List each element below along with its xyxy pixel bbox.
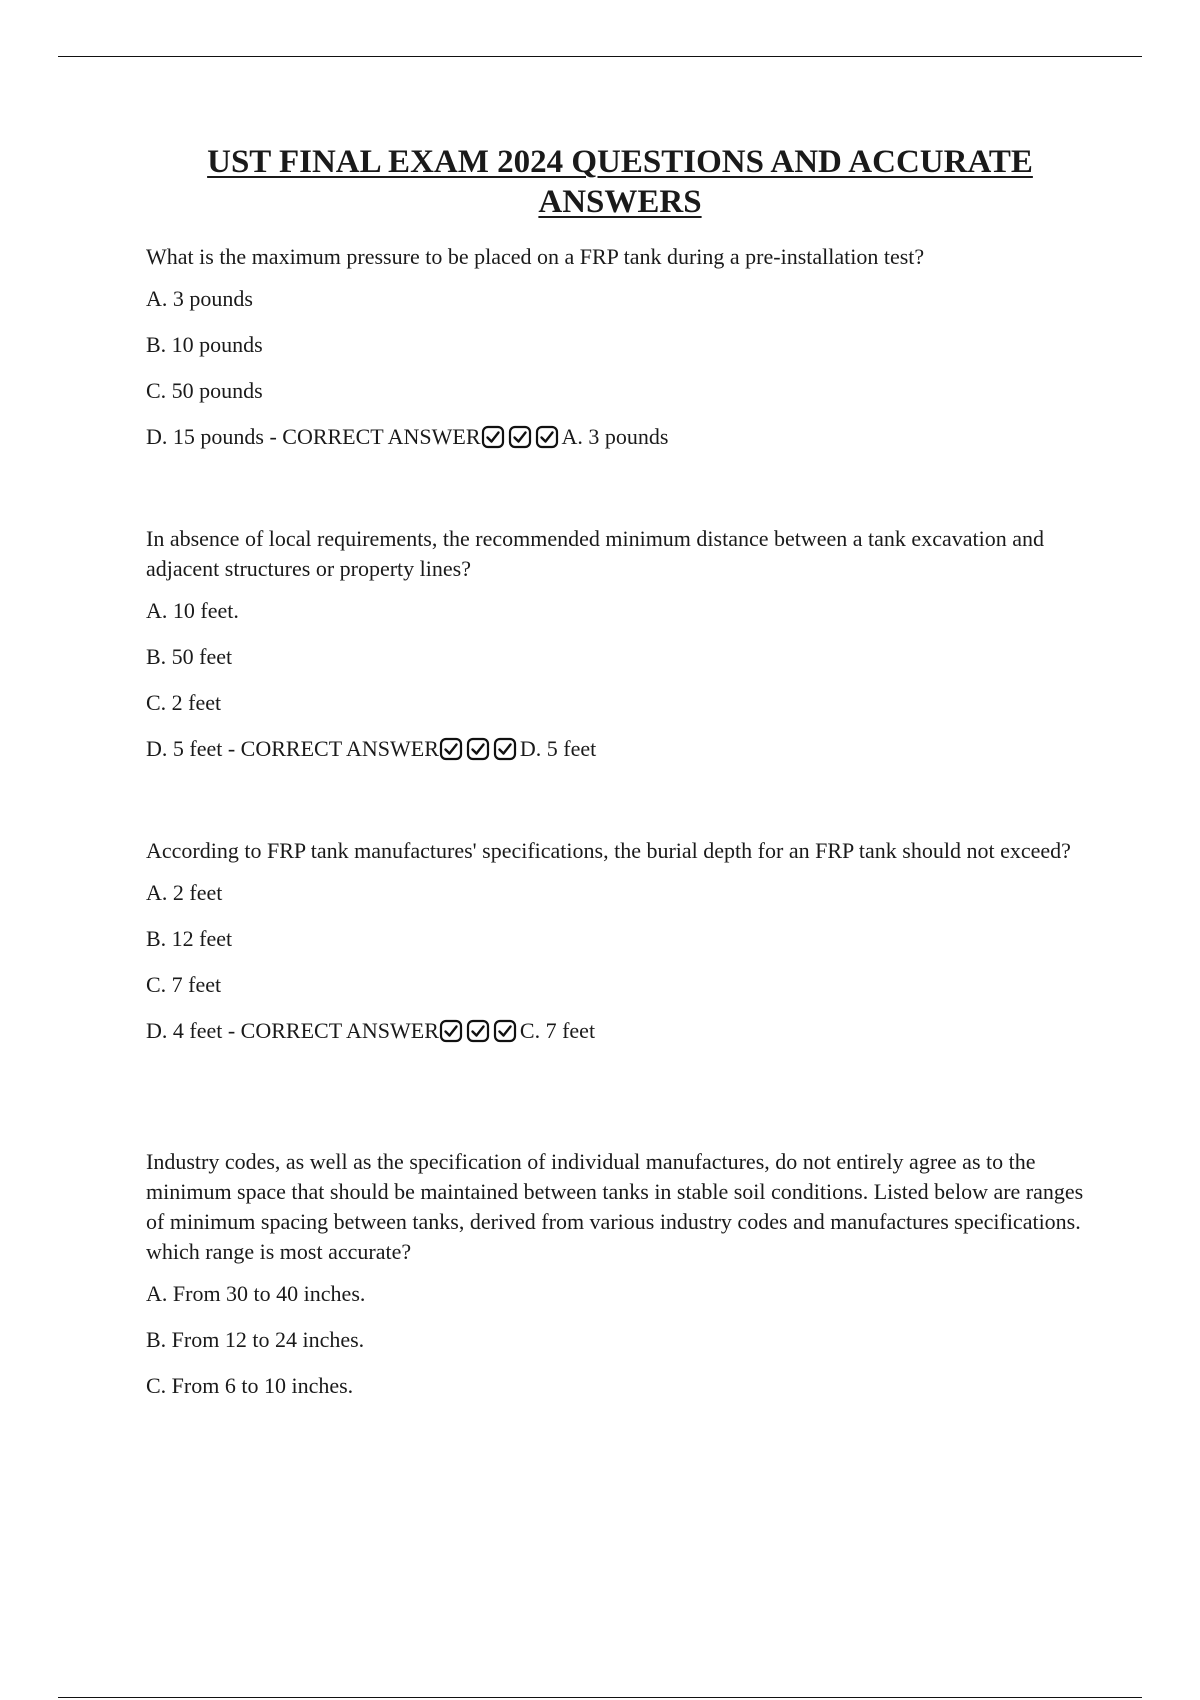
option-d-answer-line [146, 734, 1106, 764]
question-block-4 [146, 1147, 1106, 1401]
checkbox-checked-icon [439, 1019, 463, 1043]
checkbox-checked-icon [508, 425, 532, 449]
question-block-3 [146, 836, 1106, 1046]
checkbox-checked-icon [466, 1019, 490, 1043]
checkbox-checked-icon [493, 1019, 517, 1043]
question-text: What is the maximum pressure to be placed on a FRP tank during a pre-installation test? [146, 244, 925, 269]
option-a: A. From 30 to 40 inches. [146, 1281, 366, 1306]
option-b: B. From 12 to 24 inches. [146, 1327, 365, 1352]
option-d-answer-line [146, 422, 1106, 452]
question-text: According to FRP tank manufactures' specifications, the burial depth for an FRP tank should not exceed? [146, 838, 1071, 863]
correct-answer-text: A. 3 pounds [561, 424, 669, 449]
option-c: C. From 6 to 10 inches. [146, 1373, 354, 1398]
bottom-rule [58, 1697, 1142, 1698]
top-rule [58, 56, 1142, 57]
option-b: B. 50 feet [146, 644, 233, 669]
checkbox-checked-icon [481, 425, 505, 449]
option-d-text: D. 4 feet - CORRECT ANSWER [146, 1018, 439, 1043]
option-a: A. 3 pounds [146, 286, 253, 311]
option-b: B. 12 feet [146, 926, 233, 951]
correct-answer-text: C. 7 feet [519, 1018, 596, 1043]
option-b: B. 10 pounds [146, 332, 263, 357]
checkbox-checked-icon [466, 737, 490, 761]
question-text: In absence of local requirements, the recommended minimum distance between a tank excavation and adjacent structures or property lines? [146, 526, 1044, 581]
question-block-2 [146, 524, 1106, 764]
correct-answer-text: D. 5 feet [519, 736, 597, 761]
option-a: A. 2 feet [146, 880, 223, 905]
checkbox-checked-icon [439, 737, 463, 761]
question-block-1 [146, 242, 1106, 452]
checkbox-checked-icon [535, 425, 559, 449]
checkbox-checked-icon [493, 737, 517, 761]
option-a: A. 10 feet. [146, 598, 239, 623]
option-c: C. 50 pounds [146, 378, 263, 403]
option-d-answer-line [146, 1016, 1106, 1046]
option-c: C. 2 feet [146, 690, 222, 715]
option-d-text: D. 5 feet - CORRECT ANSWER [146, 736, 439, 761]
page-title: UST FINAL EXAM 2024 QUESTIONS AND ACCURATE ANSWERS [207, 144, 1033, 220]
option-c: C. 7 feet [146, 972, 222, 997]
question-text: Industry codes, as well as the specification of individual manufactures, do not entirely agree as to the minimum space that should be maintained between tanks in stable soil conditions. Listed below are ranges of minimum spacing between tanks, derived from various industry codes and manufactures specifications. which range is most accurate? [146, 1149, 1084, 1264]
option-d-text: D. 15 pounds - CORRECT ANSWER [146, 424, 481, 449]
